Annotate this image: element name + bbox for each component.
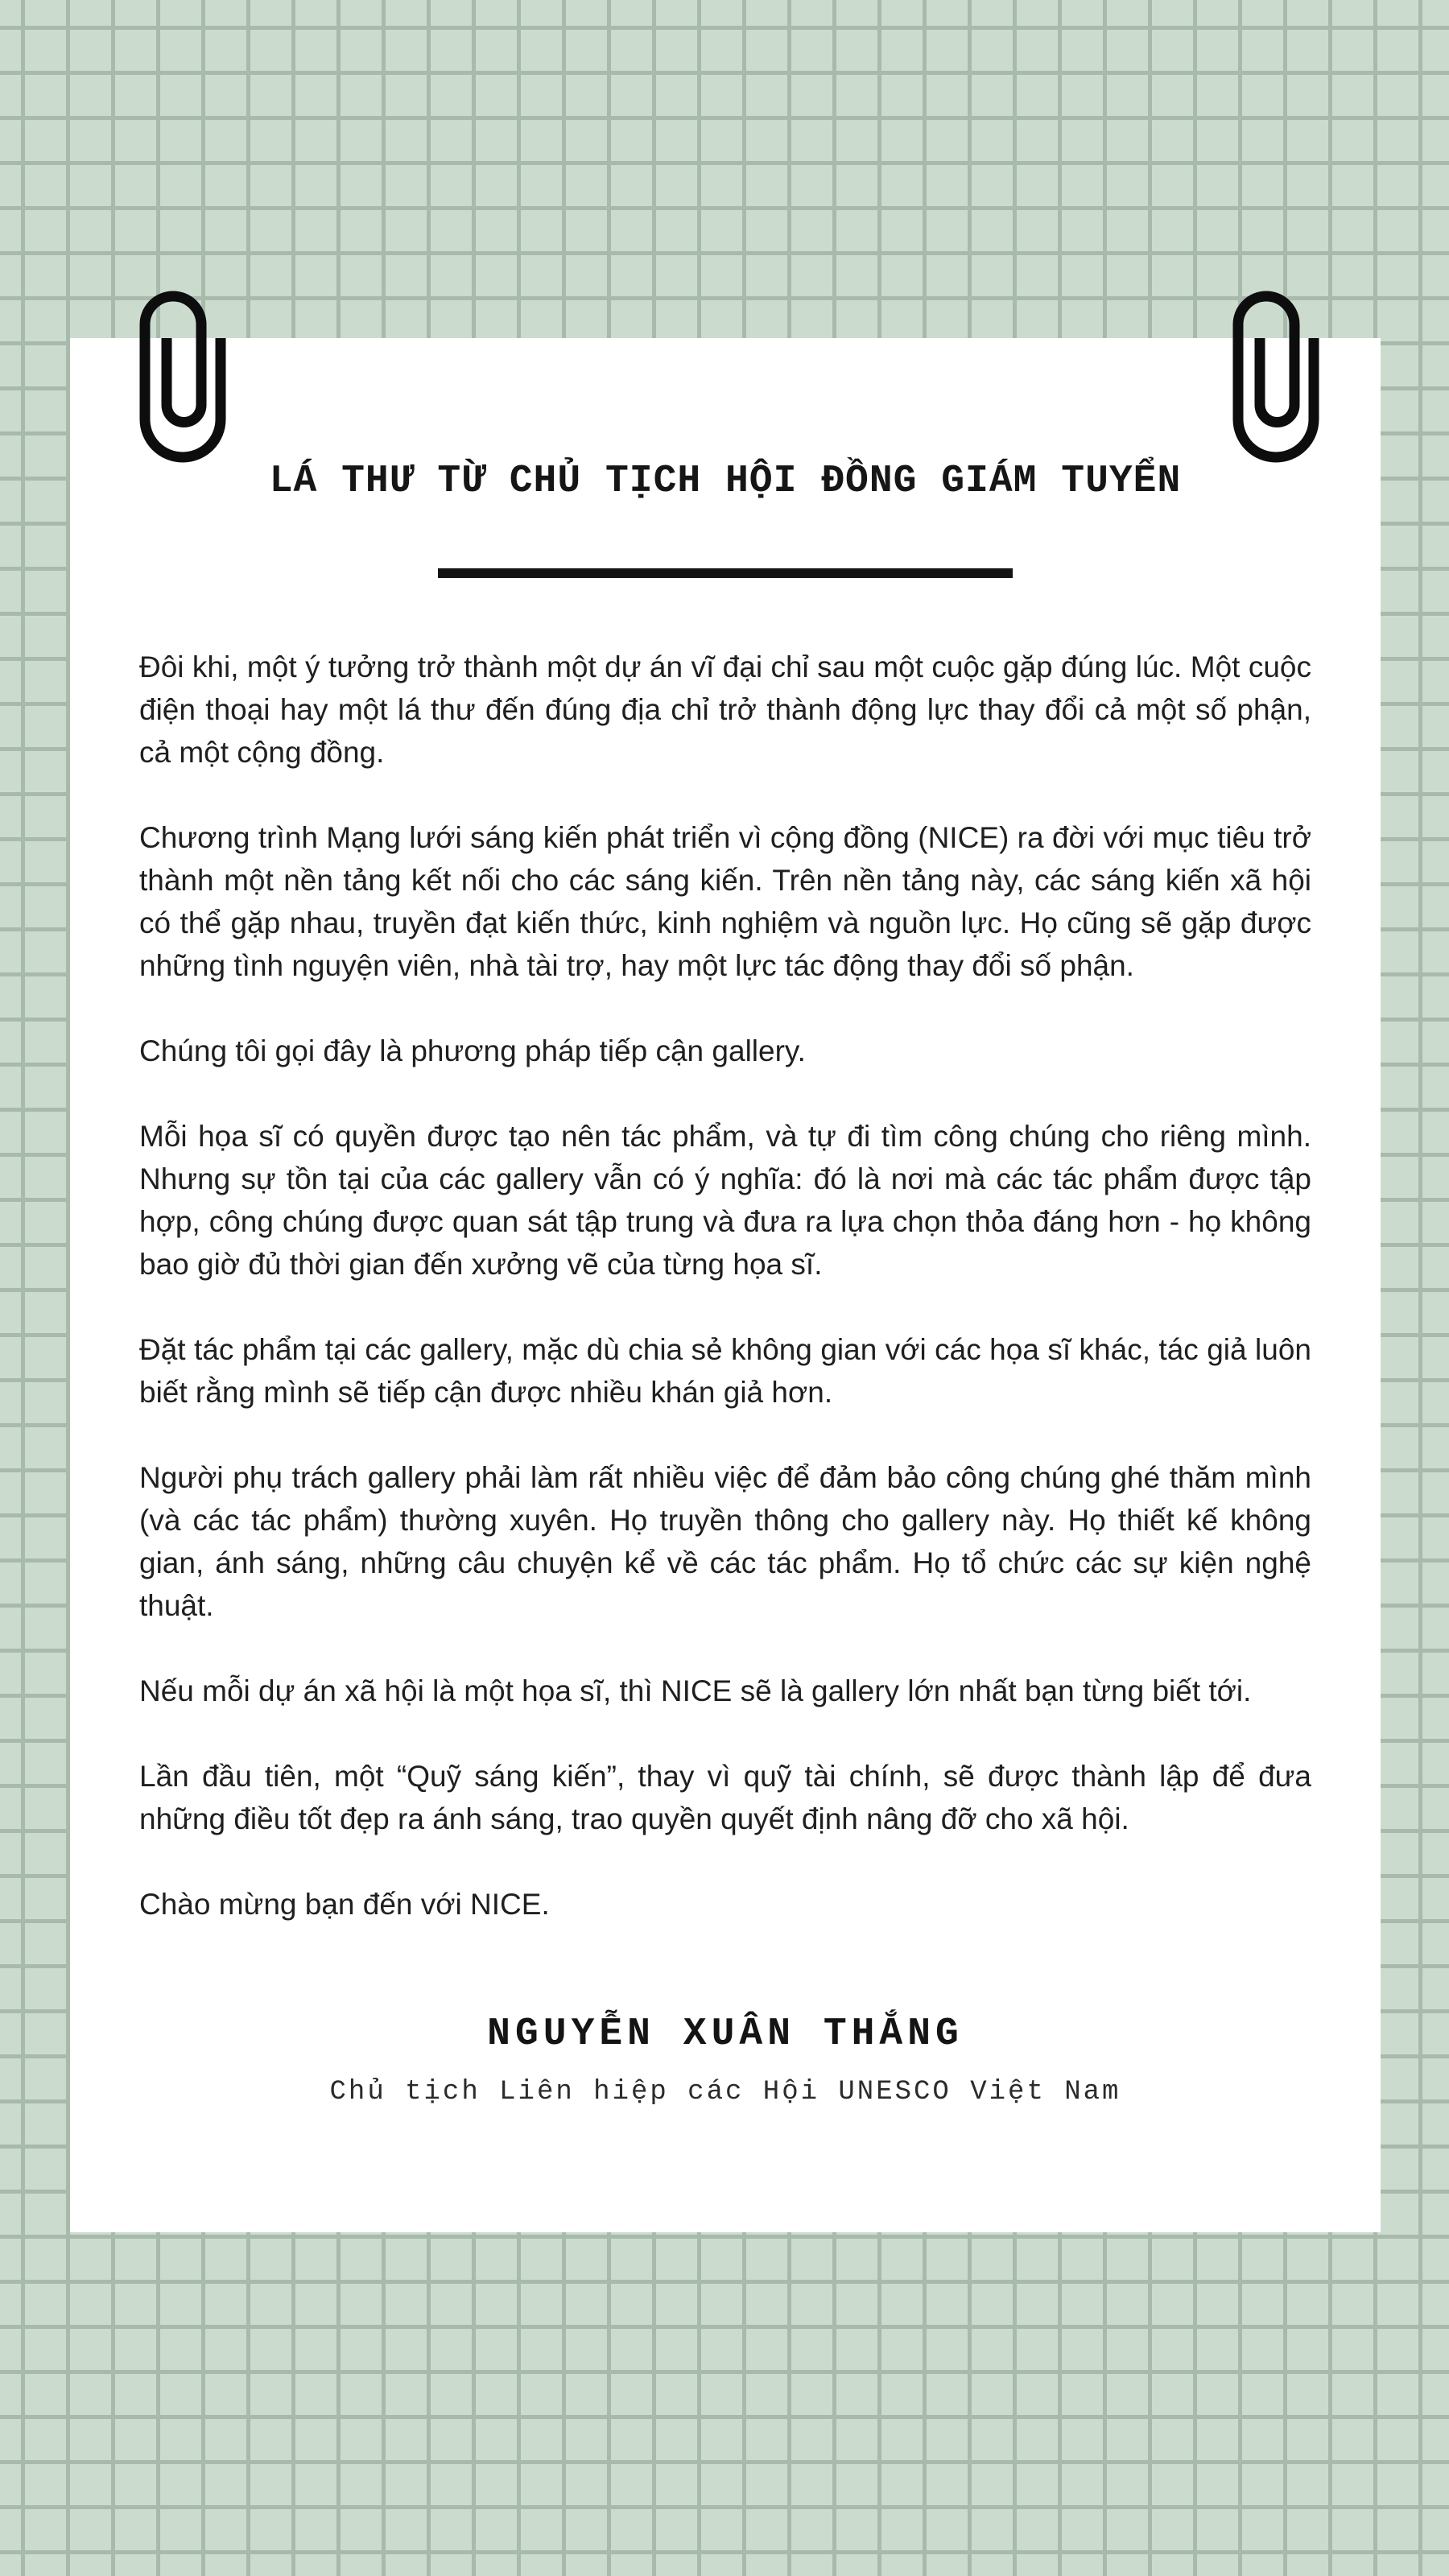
signature-name: NGUYỄN XUÂN THẮNG (487, 2013, 964, 2056)
letter-body (139, 646, 1311, 1926)
letter-paragraph: Mỗi họa sĩ có quyền được tạo nên tác phẩm, và tự đi tìm công chúng cho riêng mình. Nhưng sự tồn tại của các gallery vẫn có ý nghĩa: đó là nơi mà các tác phẩm được tập hợp, công chúng được quan sát tập trung và đưa ra lựa chọn thỏa đáng hơn - họ không bao giờ đủ thời gian đến xưởng vẽ của từng họa sĩ. (139, 1120, 1311, 1281)
letter-title: LÁ THƯ TỪ CHỦ TỊCH HỘI ĐỒNG GIÁM TUYỂN (269, 460, 1182, 503)
letter-paragraph: Đôi khi, một ý tưởng trở thành một dự án vĩ đại chỉ sau một cuộc gặp đúng lúc. Một cuộc điện thoại hay một lá thư đến đúng địa chỉ trở thành động lực thay đổi cả một số phận, cả một cộng đồng. (139, 650, 1311, 769)
letter-card (70, 338, 1381, 2232)
signature-role: Chủ tịch Liên hiệp các Hội UNESCO Việt Nam (329, 2077, 1121, 2107)
title-divider (438, 568, 1013, 578)
letter-paragraph: Chương trình Mạng lưới sáng kiến phát triển vì cộng đồng (NICE) ra đời với mục tiêu trở thành một nền tảng kết nối cho các sáng kiến. Trên nền tảng này, các sáng kiến xã hội có thể gặp nhau, truyền đạt kiến thức, kinh nghiệm và nguồn lực. Họ cũng sẽ gặp được những tình nguyện viên, nhà tài trợ, hay một lực tác động thay đổi số phận. (139, 821, 1311, 982)
letter-paragraph: Nếu mỗi dự án xã hội là một họa sĩ, thì NICE sẽ là gallery lớn nhất bạn từng biết tới. (139, 1674, 1252, 1707)
letter-paragraph: Người phụ trách gallery phải làm rất nhiều việc để đảm bảo công chúng ghé thăm mình (và các tác phẩm) thường xuyên. Họ truyền thông cho gallery này. Họ thiết kế không gian, ánh sáng, những câu chuyện kể về các tác phẩm. Họ tổ chức các sự kiện nghệ thuật. (139, 1461, 1311, 1622)
letter-paragraph: Lần đầu tiên, một “Quỹ sáng kiến”, thay vì quỹ tài chính, sẽ được thành lập để đưa những điều tốt đẹp ra ánh sáng, trao quyền quyết định nâng đỡ cho xã hội. (139, 1760, 1311, 1835)
letter-paragraph: Đặt tác phẩm tại các gallery, mặc dù chia sẻ không gian với các họa sĩ khác, tác giả luôn biết rằng mình sẽ tiếp cận được nhiều khán giả hơn. (139, 1333, 1311, 1409)
paperclip-icon (133, 286, 231, 469)
paperclip-icon (1226, 286, 1324, 469)
letter-paragraph: Chúng tôi gọi đây là phương pháp tiếp cận gallery. (139, 1034, 806, 1067)
signature-block (139, 2012, 1311, 2110)
letter-paragraph: Chào mừng bạn đến với NICE. (139, 1888, 550, 1921)
